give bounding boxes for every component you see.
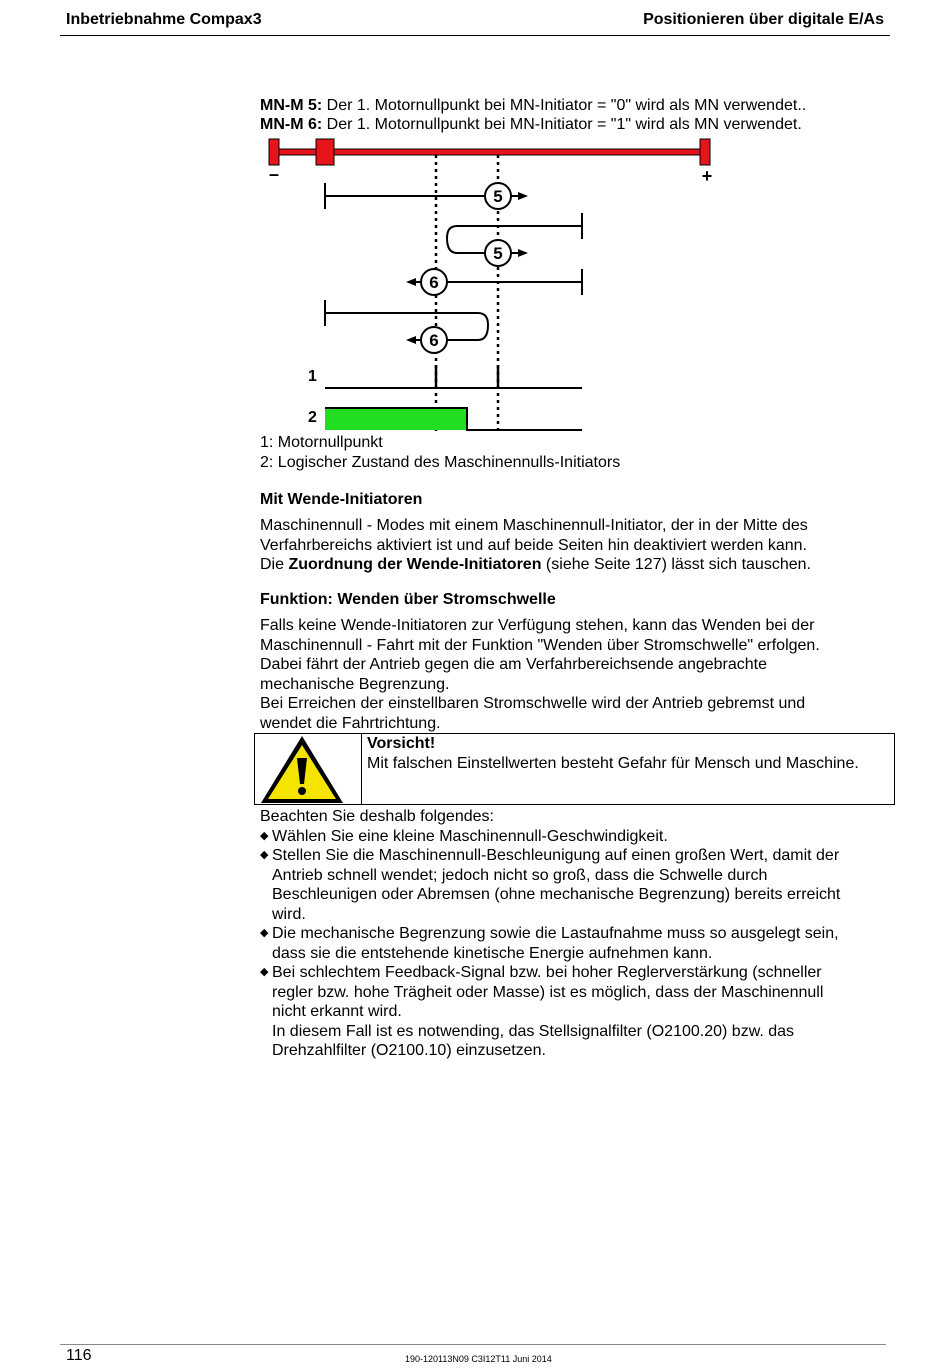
header-section-title: Positionieren über digitale E/As [643,11,884,28]
list-item-line: Beschleunigen oder Abremsen (ohne mechanische Begrenzung) bereits erreicht [272,886,841,903]
row-label-2: 2 [308,409,317,426]
travel-reference-block [316,139,334,165]
list-item-line: Wählen Sie eine kleine Maschinennull-Geschwindigkeit. [272,827,668,845]
list-item-line: regler bzw. hohe Trägheit oder Masse) ist es möglich, dass der Maschinennull [272,983,824,1001]
bullet-diamond-icon: ◆ [260,849,269,861]
mode-5-label: MN-M 5: [260,97,323,114]
list-item-line: Bei schlechtem Feedback-Signal bzw. bei hoher Reglerverstärkung (schneller [272,964,822,981]
list-item-line: Die mechanische Begrenzung sowie die Lastaufnahme muss so ausgelegt sein, [272,925,839,942]
list-item-line: dass sie die entstehende kinetische Energie aufnehmen kann. [272,944,713,962]
warning-icon-cell [255,734,362,804]
path-mode5-reverse [447,213,582,253]
section1-line1: Maschinennull - Modes mit einem Maschinennull-Initiator, der in der Mitte des [260,517,808,534]
header-chapter-title: Inbetriebnahme Compax3 [66,11,262,28]
mode-6-label: MN-M 6: [260,116,323,133]
section1-line3-post: (siehe Seite 127) lässt sich tauschen. [541,556,811,573]
section-heading-stromschwelle: Funktion: Wenden über Stromschwelle [260,591,556,608]
mode-5-line [260,96,806,115]
page-number: 116 [66,1347,92,1364]
list-item [260,846,900,924]
document-id: 190-120113N09 C3I12T11 Juni 2014 [405,1354,552,1364]
section2-paragraph [260,616,900,733]
section1-line3-pre: Die [260,556,289,573]
mode-5-text: Der 1. Motornullpunkt bei MN-Initiator = "0" wird als MN verwendet.. [322,97,807,114]
warning-triangle-icon [259,734,345,804]
list-item [260,827,900,847]
section2-line: Bei Erreichen der einstellbaren Stromschwelle wird der Antrieb gebremst und [260,695,806,712]
section1-paragraph [260,516,900,575]
travel-range-bar [270,149,705,155]
plus-sign: + [701,166,713,186]
section1-line3 [260,555,900,575]
list-item-line: Antrieb schnell wendet; jedoch nicht so groß, dass die Schwelle durch [272,866,768,884]
path-mode6-reverse [325,300,488,340]
section1-line2: Verfahrbereichs aktiviert ist und auf beide Seiten hin deaktiviert werden kann. [260,536,807,554]
list-item-line: nicht erkannt wird. [272,1003,402,1020]
legend-item-2: 2: Logischer Zustand des Maschinennulls-Initiators [260,454,621,471]
mode-6-text: Der 1. Motornullpunkt bei MN-Initiator = "1" wird als MN verwendet. [322,116,802,133]
section2-line: wendet die Fahrtrichtung. [260,714,441,732]
list-item [260,963,900,1061]
section2-line: Maschinennull - Fahrt mit der Funktion "Wenden über Stromschwelle" erfolgen. [260,636,820,654]
footer-rule [60,1344,886,1345]
initiator-active-region [325,408,467,430]
warning-box [254,733,895,805]
section-heading-wende: Mit Wende-Initiatoren [260,491,423,508]
step-label-6a: 6 [429,273,439,292]
bullet-diamond-icon: ◆ [260,829,269,842]
list-item-line: In diesem Fall ist es notwending, das Stellsignalfilter (O2100.20) bzw. das [272,1022,795,1040]
step-label-5a: 5 [493,187,503,206]
legend-item-1: 1: Motornullpunkt [260,434,383,451]
list-item-line: Stellen Sie die Maschinennull-Beschleunigung auf einen großen Wert, damit der [272,847,840,864]
homing-diagram [260,133,730,433]
step-label-6b: 6 [429,331,439,350]
warning-text: Mit falschen Einstellwerten besteht Gefahr für Mensch und Maschine. [367,755,859,772]
list-item [260,924,900,963]
header-rule [60,35,890,36]
travel-left-limit [269,139,279,165]
travel-right-limit [700,139,710,165]
section2-line: Dabei fährt der Antrieb gegen die am Verfahrbereichsende angebrachte [260,656,768,673]
section1-link-bold: Zuordnung der Wende-Initiatoren [288,556,542,573]
section2-line: Falls keine Wende-Initiatoren zur Verfügung stehen, kann das Wenden bei der [260,617,815,634]
notes-list [260,807,900,1061]
notes-intro: Beachten Sie deshalb folgendes: [260,808,494,825]
list-item-line: wird. [272,905,306,923]
section2-line: mechanische Begrenzung. [260,675,450,693]
minus-sign: – [268,164,280,184]
warning-title: Vorsicht! [367,735,436,752]
list-item-line: Drehzahlfilter (O2100.10) einzusetzen. [272,1042,546,1059]
row-label-1: 1 [308,368,317,385]
bullet-diamond-icon: ◆ [260,927,269,939]
mode-6-line [260,115,802,134]
step-label-5b: 5 [493,244,503,263]
bullet-diamond-icon: ◆ [260,966,269,978]
